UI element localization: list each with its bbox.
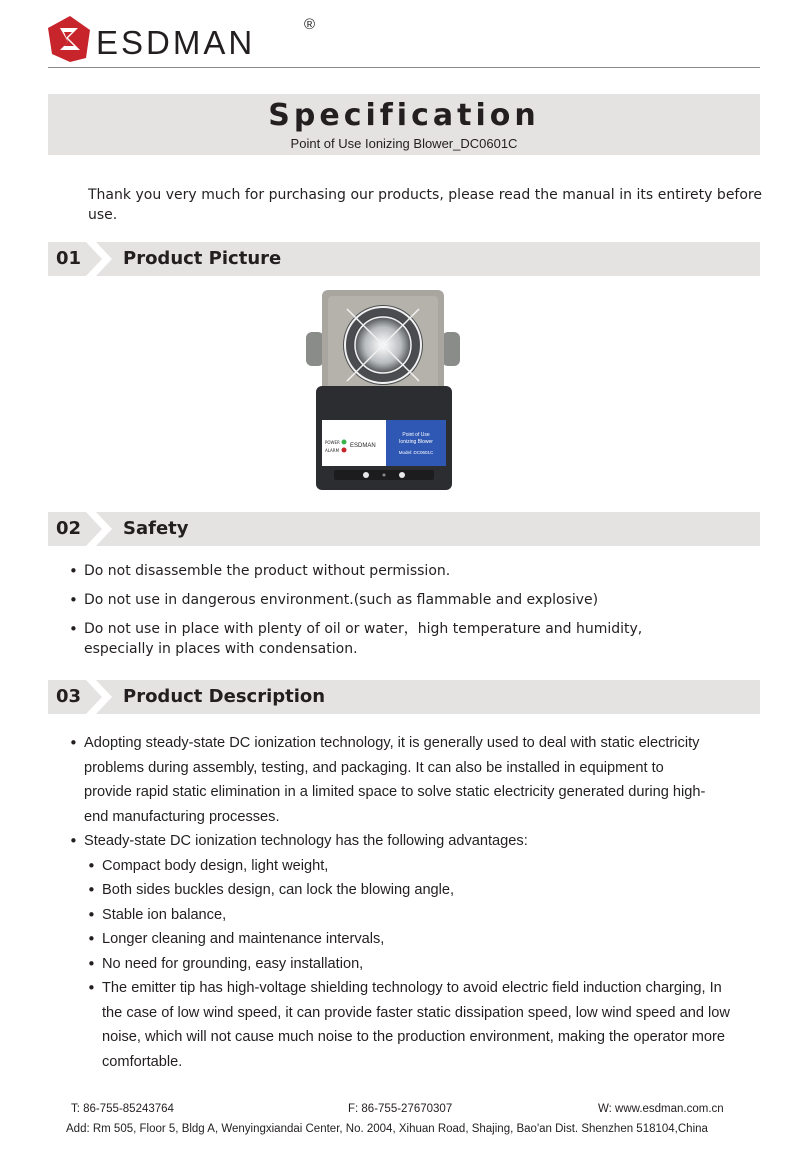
power-label: POWER [325, 440, 340, 445]
footer-website: W: www.esdman.com.cn [598, 1103, 724, 1115]
description-list [68, 731, 758, 1074]
footer-address: Add: Rm 505, Floor 5, Bldg A, Wenyingxiandai Center, No. 2004, Xihuan Road, Shajing, Bao'an Dist. Shenzhen 518104,China [66, 1123, 708, 1135]
list-item: • Both sides buckles design, can lock the blowing angle, [86, 878, 758, 903]
list-item: • Compact body design, light weight, [86, 854, 758, 879]
page-title: Specification [268, 98, 540, 133]
brand-logo [46, 14, 316, 64]
registered-mark: ® [304, 16, 316, 33]
header-rule [48, 67, 760, 68]
esdman-logo-icon [46, 14, 94, 64]
section-number: 02 [56, 518, 82, 539]
section-number: 01 [56, 248, 82, 269]
alarm-label: ALARM [325, 448, 340, 453]
label-brand: ESDMAN [350, 443, 376, 449]
advantages-list [68, 854, 758, 1075]
list-item: • Stable ion balance, [86, 903, 758, 928]
list-item: • Adopting steady-state DC ionization technology, it is generally used to deal with static electricity problems during assembly, testing, and packaging. It can also be installed in equipment to provide rapid static elimination in a limited space to solve static electricity generated during high-end manufacturing processes. [68, 731, 708, 829]
safety-list [68, 561, 668, 659]
footer-phone: T: 86-755-85243764 [71, 1103, 174, 1115]
page-subtitle: Point of Use Ionizing Blower_DC0601C [290, 136, 518, 151]
section-header-safety [48, 512, 760, 546]
list-item: • Steady-state DC ionization technology has the following advantages: [68, 829, 758, 854]
list-item: • Do not use in place with plenty of oil or water，high temperature and humidity, especially in places with condensation. [68, 619, 668, 659]
chevron-right-icon [86, 512, 116, 546]
intro-paragraph: Thank you very much for purchasing our products, please read the manual in its entirety before use. [88, 187, 762, 223]
section-title: Product Description [123, 686, 326, 707]
product-photo [300, 290, 466, 492]
label-name-line2: Ionizing Blower [399, 439, 433, 445]
section-title: Safety [123, 518, 189, 539]
label-model: Model: DC0601C [398, 450, 434, 455]
footer-fax: F: 86-755-27670307 [348, 1103, 453, 1115]
section-header-product-description [48, 680, 760, 714]
list-item: • Do not use in dangerous environment.(such as flammable and explosive) [68, 590, 668, 610]
list-item: • Do not disassemble the product without permission. [68, 561, 668, 581]
chevron-right-icon [86, 242, 116, 276]
list-item: • Longer cleaning and maintenance intervals, [86, 927, 758, 952]
brand-name: ESDMAN [96, 24, 256, 61]
chevron-right-icon [86, 680, 116, 714]
list-item: • The emitter tip has high-voltage shielding technology to avoid electric field induction charging, In the case of low wind speed, it can provide faster static dissipation speed, low wind speed and low noise, which will not cause much noise to the production environment, making the operator more comfortable. [86, 976, 746, 1074]
list-item: • No need for grounding, easy installation, [86, 952, 758, 977]
section-number: 03 [56, 686, 82, 707]
label-name-line1: Point of Use [402, 432, 430, 438]
section-header-product-picture [48, 242, 760, 276]
title-band [48, 94, 760, 155]
section-title: Product Picture [123, 248, 282, 269]
